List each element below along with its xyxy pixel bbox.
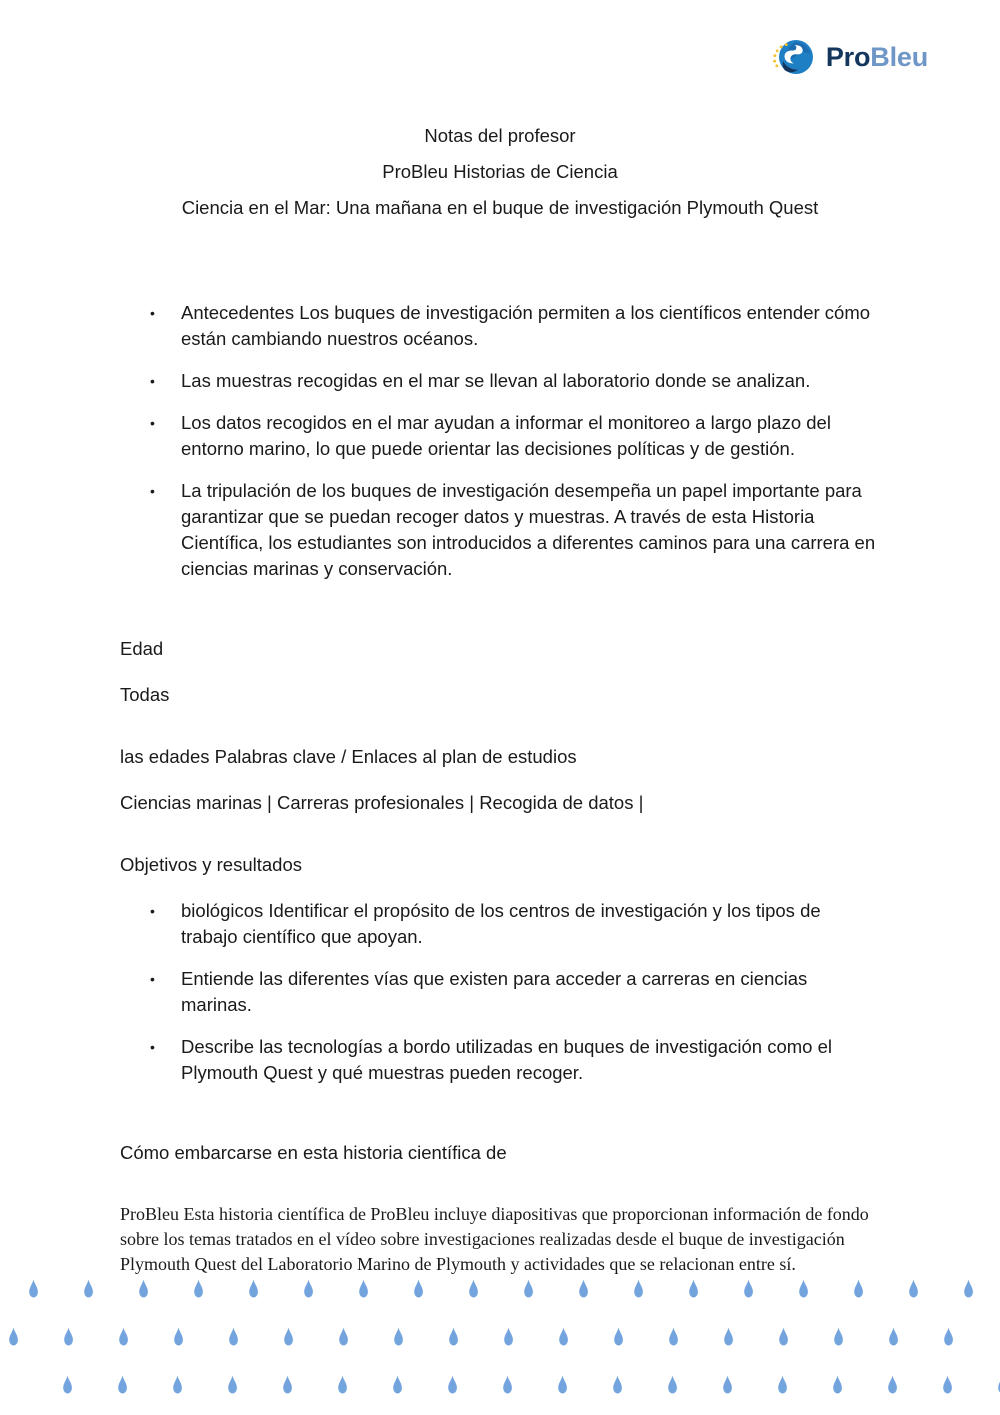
- story-title: Ciencia en el Mar: Una mañana en el buque de investigación Plymouth Quest: [181, 197, 819, 218]
- water-droplet-icon: [668, 1327, 679, 1346]
- list-item: • Los datos recogidos en el mar ayudan a informar el monitoreo a largo plazo del entorno marino, lo que puede orientar las decisiones políticas y de gestión.: [0, 410, 1000, 462]
- objectives-bullet-list: [0, 898, 1000, 1086]
- water-droplet-icon: [28, 1279, 39, 1298]
- water-droplet-icon: [832, 1375, 843, 1394]
- howto-heading-wrap: [0, 1140, 1000, 1166]
- water-droplet-icon: [173, 1327, 184, 1346]
- water-droplet-icon: [888, 1327, 899, 1346]
- water-droplet-icon: [557, 1375, 568, 1394]
- objectives-heading-wrap: [0, 852, 1000, 878]
- water-droplet-icon: [468, 1279, 479, 1298]
- brand-wordmark-bleu: Bleu: [870, 41, 928, 72]
- water-droplet-icon: [413, 1279, 424, 1298]
- spacer: [0, 878, 1000, 898]
- brand-wordmark: [825, 41, 928, 72]
- water-droplet-icon: [448, 1327, 459, 1346]
- water-droplet-icon: [227, 1375, 238, 1394]
- water-droplet-icon: [963, 1279, 974, 1298]
- page-title: Notas del profesor: [424, 125, 576, 146]
- spacer: [0, 1086, 1000, 1140]
- water-droplet-icon: [338, 1327, 349, 1346]
- water-droplet-icon: [248, 1279, 259, 1298]
- water-droplet-icon: [613, 1327, 624, 1346]
- age-section: [0, 636, 1000, 708]
- water-droplet-icon: [393, 1327, 404, 1346]
- water-droplet-icon: [723, 1327, 734, 1346]
- spacer: [0, 582, 1000, 636]
- water-droplet-icon: [833, 1327, 844, 1346]
- water-droplet-icon: [502, 1375, 513, 1394]
- keywords-heading: las edades Palabras clave / Enlaces al plan de estudios: [120, 746, 577, 767]
- water-droplet-icon: [908, 1279, 919, 1298]
- intro-bullet-list: [0, 300, 1000, 582]
- water-droplet-icon: [942, 1375, 953, 1394]
- problueu-globe-swirl-icon: [770, 34, 816, 80]
- age-value: Todas: [120, 684, 170, 705]
- water-droplet-icon: [853, 1279, 864, 1298]
- water-droplet-icon: [523, 1279, 534, 1298]
- water-droplet-icon: [447, 1375, 458, 1394]
- water-droplet-icon: [63, 1327, 74, 1346]
- droplet-row: [0, 1375, 1000, 1401]
- water-droplet-icon: [117, 1375, 128, 1394]
- list-item: • La tripulación de los buques de investigación desempeña un papel importante para garantizar que se puedan recoger datos y muestras. A través de esta Historia Científica, los estudiantes son introducidos a diferentes caminos para una carrera en ciencias marinas y conservación.: [0, 478, 1000, 582]
- water-droplet-icon: [688, 1279, 699, 1298]
- spacer: [0, 816, 1000, 852]
- droplet-row: [0, 1327, 1000, 1353]
- water-droplet-icon: [743, 1279, 754, 1298]
- water-droplet-icon: [667, 1375, 678, 1394]
- water-droplet-icon: [358, 1279, 369, 1298]
- list-item: • Entiende las diferentes vías que existen para acceder a carreras en ciencias marinas.: [0, 966, 1000, 1018]
- title-block: [60, 118, 940, 226]
- list-item: • biológicos Identificar el propósito de los centros de investigación y los tipos de trabajo científico que apoyan.: [0, 898, 1000, 950]
- water-droplet-icon: [193, 1279, 204, 1298]
- keywords-section: [0, 744, 1000, 816]
- document-body: [0, 300, 1000, 1277]
- water-droplet-icon: [943, 1327, 954, 1346]
- water-droplet-icon: [578, 1279, 589, 1298]
- water-droplet-icon: [172, 1375, 183, 1394]
- water-droplet-icon: [303, 1279, 314, 1298]
- list-item: • Antecedentes Los buques de investigación permiten a los científicos entender cómo están cambiando nuestros océanos.: [0, 300, 1000, 352]
- list-item: • Describe las tecnologías a bordo utilizadas en buques de investigación como el Plymouth Quest y qué muestras pueden recoger.: [0, 1034, 1000, 1086]
- water-droplet-icon: [558, 1327, 569, 1346]
- water-droplet-icon: [722, 1375, 733, 1394]
- water-droplet-icon: [8, 1327, 19, 1346]
- spacer: [0, 708, 1000, 744]
- brand-wordmark-pro: Pro: [825, 41, 871, 72]
- water-droplet-icon: [612, 1375, 623, 1394]
- water-droplet-icon: [337, 1375, 348, 1394]
- spacer: [120, 770, 890, 790]
- water-droplet-icon: [118, 1327, 129, 1346]
- water-droplet-icon: [392, 1375, 403, 1394]
- spacer: [120, 662, 890, 682]
- objectives-heading: Objetivos y resultados: [120, 854, 303, 875]
- list-item: • Las muestras recogidas en el mar se llevan al laboratorio donde se analizan.: [0, 368, 1000, 394]
- howto-heading: Cómo embarcarse en esta historia científica de: [120, 1142, 507, 1163]
- age-heading: Edad: [120, 638, 164, 659]
- water-droplet-icon: [798, 1279, 809, 1298]
- water-droplet-icon: [633, 1279, 644, 1298]
- water-droplet-icon: [228, 1327, 239, 1346]
- water-droplet-icon: [283, 1327, 294, 1346]
- droplet-row: [0, 1279, 1000, 1305]
- howto-paragraph: ProBleu Esta historia científica de ProBleu incluye diapositivas que proporcionan información de fondo sobre los temas tratados en el vídeo sobre investigaciones realizadas desde el buque de investigación Plymouth Quest del Laboratorio Marino de Plymouth y actividades que se relacionan entre sí.: [120, 1204, 869, 1274]
- water-droplet-icon: [282, 1375, 293, 1394]
- water-droplet-icon: [503, 1327, 514, 1346]
- water-droplet-icon: [778, 1327, 789, 1346]
- water-droplet-icon: [138, 1279, 149, 1298]
- water-droplet-icon: [777, 1375, 788, 1394]
- footer-droplet-pattern: [0, 1265, 1000, 1415]
- water-droplet-icon: [887, 1375, 898, 1394]
- series-title: ProBleu Historias de Ciencia: [382, 161, 618, 182]
- water-droplet-icon: [62, 1375, 73, 1394]
- brand-header: [770, 34, 928, 80]
- keywords-list: Ciencias marinas | Carreras profesionales | Recogida de datos |: [120, 792, 644, 813]
- water-droplet-icon: [83, 1279, 94, 1298]
- spacer: [0, 1166, 1000, 1202]
